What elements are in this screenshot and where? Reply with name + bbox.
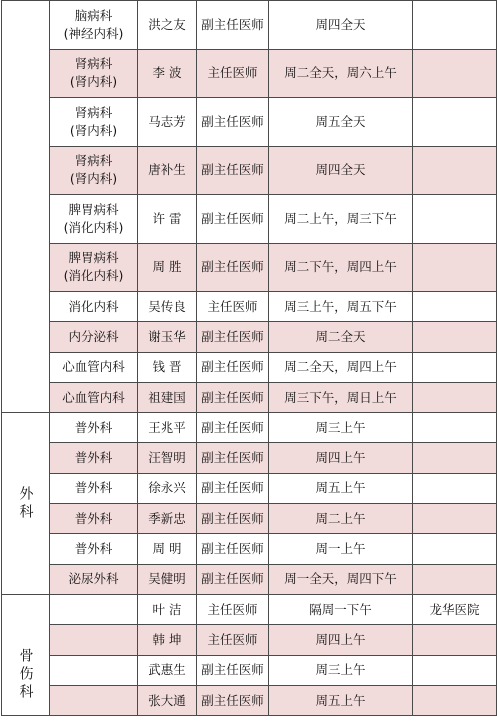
remark-cell: 龙华医院 xyxy=(413,594,497,624)
table-row xyxy=(2,195,497,244)
sub-department-name: 脾胃病科 xyxy=(68,250,119,266)
remark-cell xyxy=(413,292,497,322)
sub-department-cell xyxy=(50,382,138,412)
doctor-name-cell: 韩 坤 xyxy=(138,625,197,655)
sub-department-alias: (肾内科) xyxy=(69,122,118,138)
sub-department-alias: (神经内科) xyxy=(63,25,124,41)
clinic-time-cell: 周三上午，周五下午 xyxy=(269,292,413,322)
clinic-time-cell: 周二全天，周六上午 xyxy=(269,49,413,98)
doctor-name-cell: 徐永兴 xyxy=(138,473,197,503)
doctor-title-cell: 副主任医师 xyxy=(197,564,269,594)
doctor-title-cell: 副主任医师 xyxy=(197,1,269,50)
remark-cell xyxy=(413,413,497,443)
clinic-time-cell: 周五全天 xyxy=(269,98,413,147)
sub-department-cell xyxy=(50,473,138,503)
doctor-title-cell: 副主任医师 xyxy=(197,146,269,195)
doctor-title-cell: 副主任医师 xyxy=(197,685,269,715)
doctor-name-cell: 洪之友 xyxy=(138,1,197,50)
sub-department-name: 心血管内科 xyxy=(62,359,125,375)
sub-department-cell xyxy=(50,443,138,473)
doctor-schedule-table xyxy=(1,0,497,716)
doctor-title-cell: 主任医师 xyxy=(197,292,269,322)
table-row xyxy=(2,322,497,352)
doctor-title-cell: 副主任医师 xyxy=(197,655,269,685)
doctor-name-cell: 王兆平 xyxy=(138,413,197,443)
remark-cell xyxy=(413,504,497,534)
doctor-name-cell: 吴传良 xyxy=(138,292,197,322)
sub-department-cell xyxy=(50,352,138,382)
sub-department-cell xyxy=(50,322,138,352)
clinic-time-cell: 周四全天 xyxy=(269,1,413,50)
remark-cell xyxy=(413,443,497,473)
doctor-title-cell: 副主任医师 xyxy=(197,98,269,147)
doctor-title-cell: 副主任医师 xyxy=(197,473,269,503)
sub-department-name: 肾病科 xyxy=(74,153,113,169)
sub-department-cell xyxy=(50,292,138,322)
doctor-title-cell: 副主任医师 xyxy=(197,382,269,412)
doctor-name-cell: 周 胜 xyxy=(138,243,197,292)
sub-department-cell xyxy=(50,594,138,624)
remark-cell xyxy=(413,98,497,147)
remark-cell xyxy=(413,564,497,594)
doctor-name-cell: 谢玉华 xyxy=(138,322,197,352)
table-row xyxy=(2,504,497,534)
sub-department-cell xyxy=(50,534,138,564)
table-row xyxy=(2,534,497,564)
clinic-time-cell: 周五上午 xyxy=(269,473,413,503)
table-row xyxy=(2,352,497,382)
sub-department-name: 消化内科 xyxy=(68,298,119,314)
clinic-time-cell: 周二上午，周三下午 xyxy=(269,195,413,244)
remark-cell xyxy=(413,352,497,382)
sub-department-cell xyxy=(50,195,138,244)
clinic-time-cell: 周三上午 xyxy=(269,413,413,443)
doctor-name-cell: 祖建国 xyxy=(138,382,197,412)
doctor-name-cell: 叶 洁 xyxy=(138,594,197,624)
department-group-cell xyxy=(2,1,50,413)
table-row xyxy=(2,49,497,98)
clinic-time-cell: 隔周一下午 xyxy=(269,594,413,624)
doctor-name-cell: 钱 晋 xyxy=(138,352,197,382)
sub-department-cell xyxy=(50,49,138,98)
sub-department-name: 普外科 xyxy=(74,541,113,557)
clinic-time-cell: 周三上午 xyxy=(269,655,413,685)
table-row xyxy=(2,594,497,624)
table-row xyxy=(2,382,497,412)
table-row xyxy=(2,292,497,322)
doctor-name-cell: 汪智明 xyxy=(138,443,197,473)
sub-department-name: 泌尿外科 xyxy=(68,571,119,587)
sub-department-cell xyxy=(50,1,138,50)
sub-department-cell xyxy=(50,146,138,195)
sub-department-cell xyxy=(50,504,138,534)
sub-department-name: 普外科 xyxy=(74,480,113,496)
remark-cell xyxy=(413,534,497,564)
clinic-time-cell: 周二全天，周四上午 xyxy=(269,352,413,382)
sub-department-name: 心血管内科 xyxy=(62,389,125,405)
clinic-time-cell: 周一上午 xyxy=(269,534,413,564)
table-row xyxy=(2,1,497,50)
department-group-cell xyxy=(2,594,50,715)
doctor-name-cell: 许 雷 xyxy=(138,195,197,244)
sub-department-alias: (肾内科) xyxy=(69,74,118,90)
doctor-title-cell: 副主任医师 xyxy=(197,534,269,564)
department-group-cell xyxy=(2,413,50,595)
remark-cell xyxy=(413,49,497,98)
doctor-title-cell: 副主任医师 xyxy=(197,322,269,352)
table-row xyxy=(2,413,497,443)
doctor-name-cell: 周 明 xyxy=(138,534,197,564)
table-row xyxy=(2,625,497,655)
sub-department-cell xyxy=(50,98,138,147)
sub-department-cell xyxy=(50,564,138,594)
doctor-title-cell: 副主任医师 xyxy=(197,443,269,473)
clinic-time-cell: 周三下午，周日上午 xyxy=(269,382,413,412)
table-row xyxy=(2,243,497,292)
sub-department-cell xyxy=(50,685,138,715)
remark-cell xyxy=(413,685,497,715)
sub-department-name: 肾病科 xyxy=(74,56,113,72)
remark-cell xyxy=(413,243,497,292)
doctor-name-cell: 张大通 xyxy=(138,685,197,715)
sub-department-alias: (肾内科) xyxy=(69,171,118,187)
doctor-title-cell: 主任医师 xyxy=(197,594,269,624)
remark-cell xyxy=(413,1,497,50)
table-row xyxy=(2,146,497,195)
clinic-time-cell: 周五上午 xyxy=(269,685,413,715)
doctor-title-cell: 副主任医师 xyxy=(197,504,269,534)
department-group-label: 骨伤科 xyxy=(17,648,34,703)
doctor-title-cell: 副主任医师 xyxy=(197,352,269,382)
doctor-name-cell: 武惠生 xyxy=(138,655,197,685)
sub-department-cell xyxy=(50,413,138,443)
doctor-name-cell: 李 波 xyxy=(138,49,197,98)
sub-department-cell xyxy=(50,655,138,685)
clinic-time-cell: 周一全天，周四下午 xyxy=(269,564,413,594)
remark-cell xyxy=(413,322,497,352)
table-row xyxy=(2,473,497,503)
doctor-title-cell: 主任医师 xyxy=(197,49,269,98)
department-group-label: 外科 xyxy=(17,485,34,522)
remark-cell xyxy=(413,625,497,655)
sub-department-cell xyxy=(50,625,138,655)
clinic-time-cell: 周四全天 xyxy=(269,146,413,195)
clinic-time-cell: 周四上午 xyxy=(269,625,413,655)
doctor-title-cell: 副主任医师 xyxy=(197,243,269,292)
doctor-title-cell: 副主任医师 xyxy=(197,413,269,443)
doctor-name-cell: 马志芳 xyxy=(138,98,197,147)
table-row xyxy=(2,685,497,715)
sub-department-cell xyxy=(50,243,138,292)
doctor-name-cell: 吴健明 xyxy=(138,564,197,594)
remark-cell xyxy=(413,195,497,244)
doctor-title-cell: 副主任医师 xyxy=(197,195,269,244)
sub-department-name: 普外科 xyxy=(74,419,113,435)
table-row xyxy=(2,443,497,473)
remark-cell xyxy=(413,146,497,195)
sub-department-alias: (消化内科) xyxy=(63,268,124,284)
sub-department-name: 普外科 xyxy=(74,510,113,526)
sub-department-name: 内分泌科 xyxy=(68,328,119,344)
table-row xyxy=(2,655,497,685)
doctor-title-cell: 主任医师 xyxy=(197,625,269,655)
sub-department-alias: (消化内科) xyxy=(63,219,124,235)
clinic-time-cell: 周二下午，周四上午 xyxy=(269,243,413,292)
sub-department-name: 普外科 xyxy=(74,450,113,466)
clinic-time-cell: 周二全天 xyxy=(269,322,413,352)
clinic-time-cell: 周四上午 xyxy=(269,443,413,473)
table-row xyxy=(2,98,497,147)
clinic-time-cell: 周二上午 xyxy=(269,504,413,534)
doctor-name-cell: 季新忠 xyxy=(138,504,197,534)
remark-cell xyxy=(413,382,497,412)
sub-department-name: 脾胃病科 xyxy=(68,201,119,217)
remark-cell xyxy=(413,655,497,685)
sub-department-name: 脑病科 xyxy=(74,7,113,23)
table-row xyxy=(2,564,497,594)
doctor-name-cell: 唐补生 xyxy=(138,146,197,195)
remark-cell xyxy=(413,473,497,503)
sub-department-name: 肾病科 xyxy=(74,104,113,120)
